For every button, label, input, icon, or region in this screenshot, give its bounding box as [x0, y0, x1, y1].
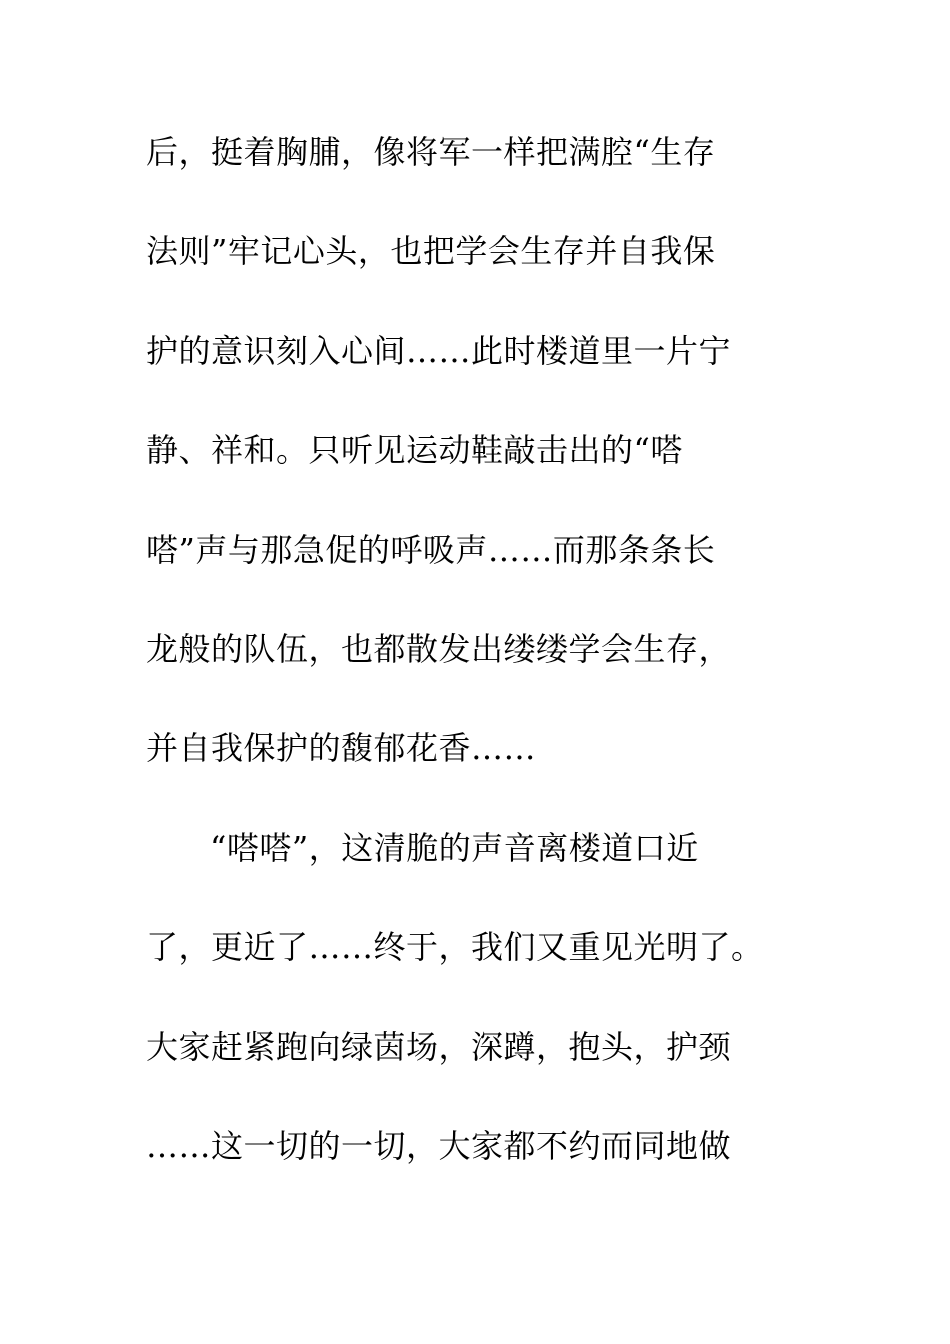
text-line: 并自我保护的馥郁花香…… [146, 729, 537, 768]
text-line: 法则”牢记心头，也把学会生存并自我保 [146, 232, 716, 271]
paragraph-start-line: “嗒嗒”，这清脆的声音离楼道口近 [210, 828, 699, 867]
text-line: 护的意识刻入心间……此时楼道里一片宁 [146, 331, 732, 370]
text-line: 龙般的队伍，也都散发出缕缕学会生存， [146, 629, 732, 668]
text-line: 嗒”声与那急促的呼吸声……而那条条长 [146, 530, 716, 569]
text-line: 静、祥和。只听见运动鞋敲击出的“嗒 [146, 431, 683, 470]
text-line: 后，挺着胸脯，像将军一样把满腔“生存 [146, 133, 716, 171]
text-line: ……这一切的一切，大家都不约而同地做 [146, 1126, 732, 1165]
text-line: 了，更近了……终于，我们又重见光明了。 [146, 928, 764, 967]
text-line: 大家赶紧跑向绿茵场，深蹲，抱头，护颈 [146, 1027, 732, 1066]
body-text [146, 128, 826, 1221]
